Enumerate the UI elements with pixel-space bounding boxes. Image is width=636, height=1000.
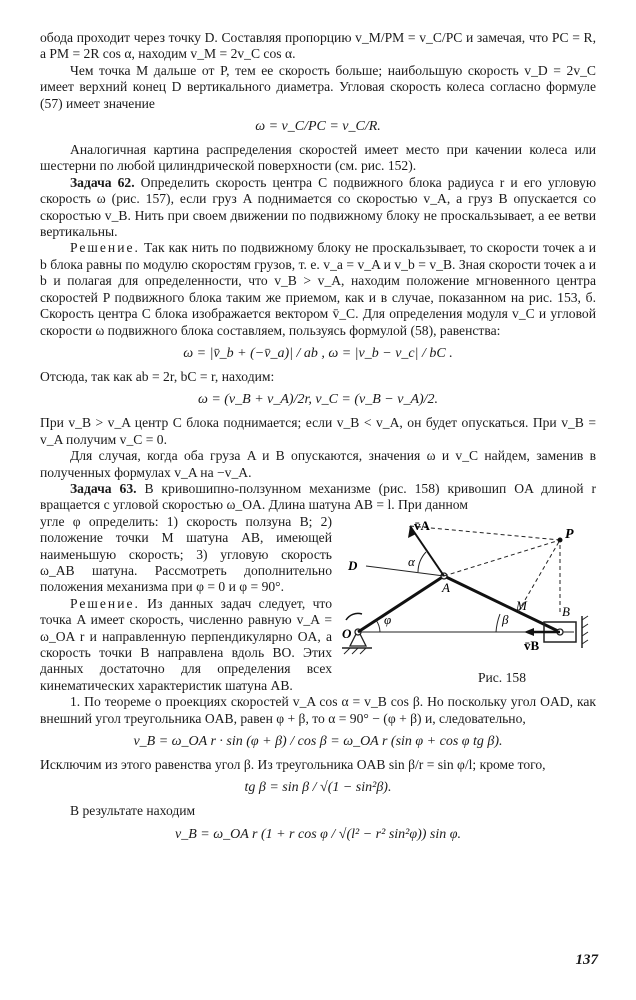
figure-wrap-zone	[40, 514, 596, 694]
task-63-label: Задача 63.	[70, 480, 137, 496]
paragraph-2: Чем точка M дальше от P, тем ее скорость больше; наибольшую скорость v_D = 2v_C имеет верхний конец D вертикального диаметра. Угловая скорость колеса согласно формуле (57) имеет значение	[40, 62, 596, 111]
label-m: M	[516, 597, 527, 613]
vector-vb-head	[524, 628, 534, 636]
figure-caption: Рис. 158	[477, 669, 526, 685]
hatch-b-1	[582, 616, 588, 620]
solution-63	[40, 596, 332, 694]
line-va-p	[410, 526, 560, 540]
label-p: P	[565, 526, 574, 542]
formula-vb-1: v_B = ω_OA r · sin (φ + β) / cos β = ω_OA r (sin φ + cos φ tg β).	[133, 734, 503, 750]
label-alpha: α	[408, 553, 415, 569]
point-p	[558, 537, 563, 542]
label-b: B	[562, 603, 570, 619]
label-vb: v̄B	[524, 637, 540, 653]
hatch-o-2	[352, 648, 358, 654]
label-o: O	[342, 625, 352, 641]
page-number: 137	[575, 952, 598, 968]
solution-63-text: Из данных задач следует, что точка A имеет скорость, численно равную v_A = ω_OA r и направленную перпендикулярно OA, а скорость точки B направлена вдоль BO. Этих данных достаточно для определения всех кинематических характеристик шатуна AB.	[40, 595, 332, 693]
arc-beta	[496, 614, 500, 632]
hatch-b-4	[582, 640, 588, 644]
formula-tg-beta: tg β = sin β / √(1 − sin²β).	[244, 780, 392, 796]
task-62-text: Определить скорость центра C подвижного блока радиуса r и его угловую скорость ω (рис. 157), если груз A поднимается со скоростью v_A, а груз B опускается со скоростью v_B. Нить при своем движении по подвижному блоку не проскальзывает, а ее ветви вертикальны.	[40, 174, 596, 240]
solution-62-text: Так как нить по подвижному блоку не проскальзывает, то скорости точек a и b блока равны по модулю скоростям грузов, т. е. v_a = v_A и v_b = v_B. Зная скорости точек a и b и полагая для определенности, что v_B > v_A, находим положение мгновенного центра скоростей P подвижного блока таким же приемом, как и в случае, показанном на рис. 153, б. Скорость центра C блока изображается вектором v̄_C. Для определения модуля v_C и угловой скорости ω подвижного блока составляем, пользуясь формулой (58), равенства:	[40, 240, 596, 338]
hatch-o-3	[360, 648, 366, 654]
paragraph-5: При v_B > v_A центр C блока поднимается; если v_B < v_A, он будет опускаться. При v_B = v_A получим v_C = 0.	[40, 415, 596, 447]
formula-results: ω = (v_B + v_A)/2r, v_C = (v_B − v_A)/2.	[197, 392, 439, 408]
formula-omega-wheel: ω = v_C/PC = v_C/R.	[255, 119, 381, 135]
task-62	[40, 175, 596, 241]
arc-alpha	[418, 552, 426, 572]
paragraph-6: Для случая, когда оба груза A и B опускаются, значения ω и v_C найдем, заменив в полученных формулах v_A на −v_A.	[40, 448, 596, 480]
paragraph-4: Отсюда, так как ab = 2r, bC = r, находим:	[40, 368, 275, 384]
paragraph-7: 1. По теореме о проекциях скоростей v_A cos α = v_B cos β. Но поскольку угол OAD, как внешний угол треугольника OAB, равен φ + β, то α = 90° − (φ + β) и, следовательно,	[40, 694, 596, 726]
rotation-arrow	[346, 613, 362, 620]
page-content	[40, 30, 596, 850]
hatch-b-3	[582, 632, 588, 636]
paragraph-9: В результате находим	[70, 803, 196, 819]
formula-omega-pulley: ω = |v̄_b + (−v̄_a)| / ab , ω = |v_b − v_c| / bC .	[183, 345, 453, 361]
solution-63-label: Решение.	[70, 595, 140, 611]
solution-62	[40, 240, 596, 338]
hatch-o-1	[344, 648, 350, 654]
task-63-conditions: угле φ определить: 1) скорость ползуна B; 2) положение точки M шатуна AB, имеющей наименьшую скорость; 3) угловую скорость ω_AB шатуна. Рассмотреть дополнительно положения механизма при φ = 0 и φ = 90°.	[40, 513, 332, 595]
label-a: A	[442, 579, 450, 595]
line-ap	[444, 540, 560, 576]
task-62-label: Задача 62.	[70, 174, 135, 190]
label-va: v̄A	[414, 519, 430, 533]
paragraph-1: обода проходит через точку D. Составляя пропорцию v_M/PM = v_C/PC и замечая, что PC = R, а PM = 2R cos α, находим v_M = 2v_C cos α.	[40, 30, 596, 62]
label-d: D	[348, 557, 358, 573]
hatch-b-2	[582, 624, 588, 628]
task-63-text: В кривошипно-ползунном механизме (рис. 158) кривошип OA длиной r вращается с угловой скоростью ω_OA. Длина шатуна AB = l. При данном	[40, 480, 596, 513]
task-63	[40, 481, 596, 514]
paragraph-8: Исключим из этого равенства угол β. Из треугольника OAB sin β/r = sin φ/l; кроме того,	[40, 757, 546, 773]
figure-158	[338, 520, 596, 700]
formula-vb-final: v_B = ω_OA r (1 + r cos φ / √(l² − r² sin²φ)) sin φ.	[174, 826, 462, 842]
solution-62-label: Решение.	[70, 240, 140, 256]
wrap-text	[40, 514, 332, 694]
arc-phi	[376, 620, 380, 632]
paragraph-3: Аналогичная картина распределения скоростей имеет место при качении колеса или шестерни по любой цилиндрической поверхности (см. рис. 152).	[40, 142, 596, 174]
mechanism-diagram	[338, 520, 596, 670]
crank-oa	[358, 576, 444, 632]
label-phi: φ	[384, 611, 392, 627]
label-beta: β	[502, 611, 509, 627]
line-ad	[366, 566, 444, 576]
